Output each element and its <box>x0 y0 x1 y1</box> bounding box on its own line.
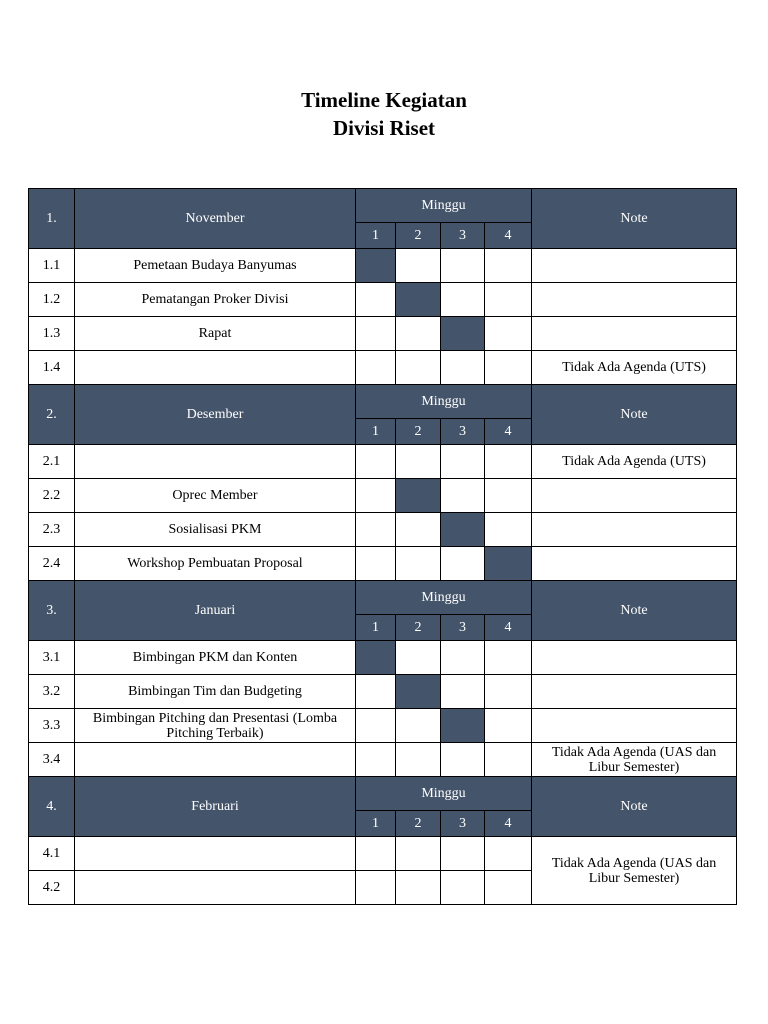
week-cell <box>396 837 441 871</box>
table-row <box>29 479 737 513</box>
section-month: November <box>75 189 356 249</box>
section-number: 1. <box>29 189 75 249</box>
note-cell <box>532 513 737 547</box>
table-row <box>29 709 737 743</box>
minggu-header: Minggu <box>356 385 532 419</box>
note-cell <box>532 479 737 513</box>
week-cell <box>485 351 532 385</box>
week-cell <box>441 351 485 385</box>
week-cell <box>396 351 441 385</box>
section-month: Januari <box>75 581 356 641</box>
note-header: Note <box>532 189 737 249</box>
week-number: 3 <box>441 419 485 445</box>
section-number: 2. <box>29 385 75 445</box>
week-cell <box>396 249 441 283</box>
row-number: 2.4 <box>29 547 75 581</box>
week-cell <box>441 641 485 675</box>
table-row <box>29 641 737 675</box>
week-cell <box>441 249 485 283</box>
row-number: 1.2 <box>29 283 75 317</box>
week-number: 4 <box>485 811 532 837</box>
note-cell <box>532 675 737 709</box>
week-number: 1 <box>356 419 396 445</box>
table-row <box>29 317 737 351</box>
activity-cell <box>75 351 356 385</box>
week-cell <box>396 547 441 581</box>
note-cell <box>532 641 737 675</box>
week-cell <box>485 513 532 547</box>
week-cell-filled <box>356 641 396 675</box>
title-line-2: Divisi Riset <box>332 116 436 140</box>
week-cell-filled <box>485 547 532 581</box>
week-number: 4 <box>485 615 532 641</box>
table-row <box>29 249 737 283</box>
row-number: 4.2 <box>29 871 75 905</box>
week-number: 2 <box>396 615 441 641</box>
note-header: Note <box>532 581 737 641</box>
week-cell <box>441 743 485 777</box>
section-header-row <box>29 581 737 615</box>
week-cell <box>441 479 485 513</box>
activity-cell: Bimbingan Pitching dan Presentasi (Lomba Pitching Terbaik) <box>75 709 356 743</box>
week-cell <box>356 547 396 581</box>
week-cell <box>356 513 396 547</box>
activity-cell: Sosialisasi PKM <box>75 513 356 547</box>
note-header: Note <box>532 385 737 445</box>
activity-cell: Rapat <box>75 317 356 351</box>
table-row <box>29 743 737 777</box>
activity-cell <box>75 445 356 479</box>
week-cell <box>485 871 532 905</box>
week-cell <box>485 641 532 675</box>
note-cell <box>532 709 737 743</box>
week-cell <box>441 871 485 905</box>
week-cell-filled <box>396 675 441 709</box>
week-cell-filled <box>441 513 485 547</box>
week-cell <box>396 743 441 777</box>
week-cell <box>356 479 396 513</box>
row-number: 2.2 <box>29 479 75 513</box>
week-cell <box>396 709 441 743</box>
week-cell <box>485 445 532 479</box>
timeline-table <box>28 188 737 905</box>
section-month: Desember <box>75 385 356 445</box>
section-header-row <box>29 777 737 811</box>
week-cell <box>485 249 532 283</box>
week-number: 2 <box>396 419 441 445</box>
activity-cell: Oprec Member <box>75 479 356 513</box>
week-cell <box>441 837 485 871</box>
minggu-header: Minggu <box>356 189 532 223</box>
week-cell <box>356 283 396 317</box>
note-cell <box>532 249 737 283</box>
activity-cell <box>75 743 356 777</box>
row-number: 3.1 <box>29 641 75 675</box>
week-cell <box>356 445 396 479</box>
section-header-row <box>29 385 737 419</box>
week-cell <box>396 445 441 479</box>
table-row <box>29 547 737 581</box>
week-cell <box>396 871 441 905</box>
activity-cell <box>75 871 356 905</box>
week-cell <box>485 675 532 709</box>
week-cell <box>441 547 485 581</box>
week-cell-filled <box>396 283 441 317</box>
week-cell <box>356 675 396 709</box>
week-number: 4 <box>485 223 532 249</box>
note-cell: Tidak Ada Agenda (UTS) <box>532 351 737 385</box>
week-cell <box>356 351 396 385</box>
week-number: 3 <box>441 223 485 249</box>
week-cell <box>485 743 532 777</box>
row-number: 1.3 <box>29 317 75 351</box>
week-cell <box>441 283 485 317</box>
row-number: 2.1 <box>29 445 75 479</box>
week-number: 3 <box>441 615 485 641</box>
week-cell-filled <box>356 249 396 283</box>
week-number: 2 <box>396 811 441 837</box>
week-cell <box>485 837 532 871</box>
table-row <box>29 675 737 709</box>
note-cell: Tidak Ada Agenda (UAS dan Libur Semester) <box>532 743 737 777</box>
note-cell <box>532 547 737 581</box>
activity-cell <box>75 837 356 871</box>
note-cell: Tidak Ada Agenda (UAS dan Libur Semester) <box>532 837 737 905</box>
note-cell: Tidak Ada Agenda (UTS) <box>532 445 737 479</box>
week-cell <box>396 513 441 547</box>
week-cell <box>396 317 441 351</box>
document-title <box>0 86 768 142</box>
minggu-header: Minggu <box>356 581 532 615</box>
row-number: 3.2 <box>29 675 75 709</box>
section-number: 3. <box>29 581 75 641</box>
week-number: 1 <box>356 615 396 641</box>
activity-cell: Pematangan Proker Divisi <box>75 283 356 317</box>
row-number: 2.3 <box>29 513 75 547</box>
week-cell <box>485 283 532 317</box>
week-cell <box>396 641 441 675</box>
note-cell <box>532 317 737 351</box>
activity-cell: Pemetaan Budaya Banyumas <box>75 249 356 283</box>
row-number: 1.1 <box>29 249 75 283</box>
title-line-1: Timeline Kegiatan <box>301 88 467 112</box>
row-number: 1.4 <box>29 351 75 385</box>
table-row <box>29 283 737 317</box>
week-cell <box>356 317 396 351</box>
note-header: Note <box>532 777 737 837</box>
activity-cell: Workshop Pembuatan Proposal <box>75 547 356 581</box>
minggu-header: Minggu <box>356 777 532 811</box>
week-cell-filled <box>441 317 485 351</box>
week-cell <box>356 837 396 871</box>
activity-cell: Bimbingan PKM dan Konten <box>75 641 356 675</box>
table-row <box>29 351 737 385</box>
row-number: 3.3 <box>29 709 75 743</box>
row-number: 4.1 <box>29 837 75 871</box>
section-header-row <box>29 189 737 223</box>
section-number: 4. <box>29 777 75 837</box>
week-cell <box>441 675 485 709</box>
week-number: 4 <box>485 419 532 445</box>
row-number: 3.4 <box>29 743 75 777</box>
table-row <box>29 837 737 871</box>
week-cell <box>356 743 396 777</box>
week-cell <box>485 709 532 743</box>
week-number: 1 <box>356 811 396 837</box>
week-cell <box>356 871 396 905</box>
week-cell <box>485 317 532 351</box>
activity-cell: Bimbingan Tim dan Budgeting <box>75 675 356 709</box>
section-month: Februari <box>75 777 356 837</box>
week-number: 1 <box>356 223 396 249</box>
week-number: 2 <box>396 223 441 249</box>
note-cell <box>532 283 737 317</box>
week-cell <box>441 445 485 479</box>
week-cell-filled <box>441 709 485 743</box>
week-cell-filled <box>396 479 441 513</box>
table-row <box>29 513 737 547</box>
week-cell <box>356 709 396 743</box>
week-number: 3 <box>441 811 485 837</box>
week-cell <box>485 479 532 513</box>
table-row <box>29 445 737 479</box>
